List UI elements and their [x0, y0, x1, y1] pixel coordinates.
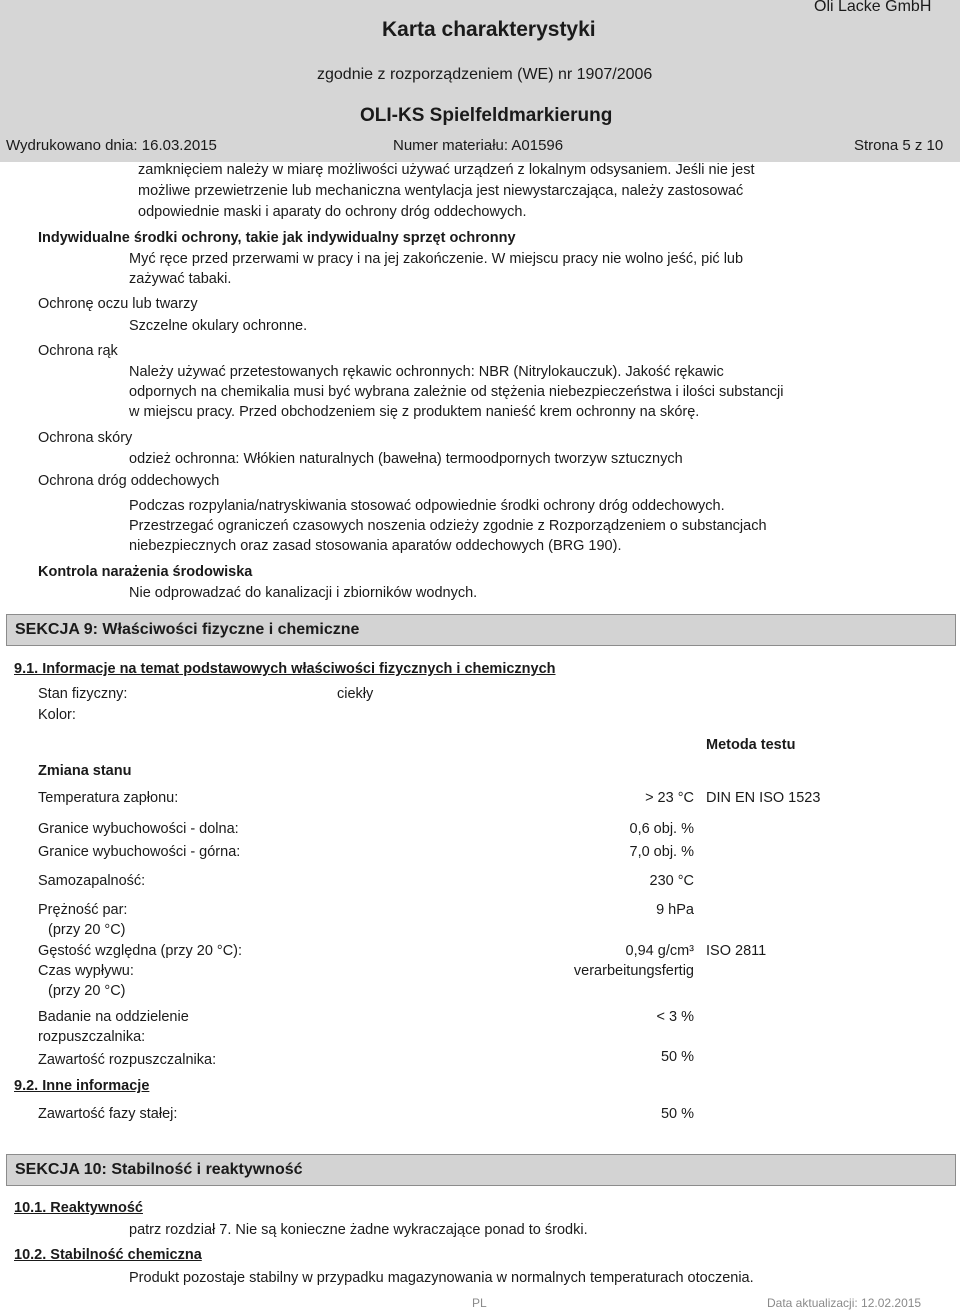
property-label: Zawartość fazy stałej: [38, 1106, 178, 1122]
print-date: Wydrukowano dnia: 16.03.2015 [6, 137, 217, 154]
respiratory-protection-text: Przestrzegać ograniczeń czasowych noszenia odzieży zgodnie z Rozporządzeniem o substancjach [129, 518, 767, 534]
section-10-header [6, 1154, 956, 1186]
property-label: Temperatura zapłonu: [38, 790, 179, 806]
property-value: 0,94 g/cm³ [625, 943, 694, 959]
environment-heading: Kontrola narażenia środowiska [38, 564, 253, 580]
ppe-heading: Indywidualne środki ochrony, takie jak indywidualny sprzęt ochronny [38, 230, 516, 246]
respiratory-protection-text: Podczas rozpylania/natryskiwania stosować odpowiednie środki ochrony dróg oddechowych. [129, 498, 725, 514]
property-value: 7,0 obj. % [629, 844, 694, 860]
method-column-header: Metoda testu [706, 737, 796, 753]
property-value: 0,6 obj. % [629, 821, 694, 837]
hand-protection-text: odpornych na chemikalia musi być wybrana zależnie od stężenia niebezpieczeństwa i ilości substancji [129, 384, 784, 400]
property-value: > 23 °C [645, 790, 694, 806]
property-label: rozpuszczalnika: [38, 1029, 146, 1045]
property-method: ISO 2811 [706, 943, 767, 959]
eye-protection-text: Szczelne okulary ochronne. [129, 318, 308, 334]
state-change-heading: Zmiana stanu [38, 763, 132, 779]
respiratory-protection-heading: Ochrona dróg oddechowych [38, 473, 220, 489]
property-label: (przy 20 °C) [48, 983, 126, 999]
footer-update-date: Data aktualizacji: 12.02.2015 [767, 1296, 922, 1310]
intro-line: odpowiednie maski i aparaty do ochrony dróg oddechowych. [138, 204, 527, 220]
product-name: OLI-KS Spielfeldmarkierung [360, 105, 613, 126]
property-label: Badanie na oddzielenie [38, 1009, 189, 1025]
hand-protection-heading: Ochrona rąk [38, 343, 118, 359]
footer-language: PL [472, 1296, 487, 1310]
stability-text: Produkt pozostaje stabilny w przypadku magazynowania w normalnych temperaturach otoczenia. [129, 1270, 754, 1286]
property-value: 230 °C [649, 873, 694, 889]
property-label: Kolor: [38, 707, 76, 723]
property-label: Granice wybuchowości - dolna: [38, 821, 239, 837]
property-value: ciekły [337, 686, 374, 702]
reactivity-text: patrz rozdział 7. Nie są konieczne żadne wykraczające ponad to środki. [129, 1222, 588, 1238]
property-label: Gęstość względna (przy 20 °C): [38, 943, 243, 959]
skin-protection-text: odzież ochronna: Włókien naturalnych (bawełna) termoodpornych tworzyw sztucznych [129, 451, 683, 467]
property-value: 50 % [660, 1106, 694, 1122]
property-label: Samozapalność: [38, 873, 146, 889]
section-10-title: SEKCJA 10: Stabilność i reaktywność [15, 1161, 303, 1178]
property-label: Granice wybuchowości - górna: [38, 844, 241, 860]
section-9-title: SEKCJA 9: Właściwości fizyczne i chemiczne [15, 621, 360, 638]
regulation-line: zgodnie z rozporządzeniem (WE) nr 1907/2006 [317, 66, 653, 83]
property-label: Czas wypływu: [38, 963, 134, 979]
company-name: Oli Lacke GmbH [814, 0, 932, 15]
property-method: DIN EN ISO 1523 [706, 790, 821, 806]
subsection-10-2: 10.2. Stabilność chemiczna [14, 1247, 202, 1263]
property-label: Zawartość rozpuszczalnika: [38, 1052, 217, 1068]
hand-protection-text: w miejscu pracy. Przed obchodzeniem się z produktem nanieść krem ochronny na skórę. [129, 404, 700, 420]
section-9-header [6, 614, 956, 646]
respiratory-protection-text: niebezpiecznych oraz zasad stosowania aparatów oddechowych (BRG 190). [129, 538, 622, 554]
property-value: < 3 % [656, 1009, 694, 1025]
page-number: Strona 5 z 10 [854, 137, 944, 154]
skin-protection-heading: Ochrona skóry [38, 430, 133, 446]
subsection-9-1: 9.1. Informacje na temat podstawowych właściwości fizycznych i chemicznych [14, 661, 556, 677]
material-number: Numer materiału: A01596 [393, 137, 564, 154]
property-value: verarbeitungsfertig [573, 963, 694, 979]
ppe-text: Myć ręce przed przerwami w pracy i na jej zakończenie. W miejscu pracy nie wolno jeść, pić lub [129, 251, 744, 267]
subsection-10-1: 10.1. Reaktywność [14, 1200, 143, 1216]
property-label: Stan fizyczny: [38, 686, 128, 702]
ppe-text: zażywać tabaki. [129, 271, 232, 287]
subsection-9-2: 9.2. Inne informacje [14, 1078, 150, 1094]
intro-line: możliwe przewietrzenie lub mechaniczna wentylacja jest niewystarczająca, należy zastosować [138, 183, 744, 199]
hand-protection-text: Należy używać przetestowanych rękawic ochronnych: NBR (Nitrylokauczuk). Jakość rękawic [129, 364, 724, 380]
property-value: 50 % [660, 1049, 694, 1065]
intro-line: zamknięciem należy w miarę możliwości używać urządzeń z lokalnym odsysaniem. Jeśli nie jest [138, 162, 755, 178]
property-label: (przy 20 °C) [48, 922, 126, 938]
property-label: Prężność par: [38, 902, 128, 918]
eye-protection-heading: Ochronę oczu lub twarzy [38, 296, 198, 312]
environment-text: Nie odprowadzać do kanalizacji i zbiorników wodnych. [129, 585, 478, 601]
document-title: Karta charakterystyki [382, 18, 596, 41]
property-value: 9 hPa [656, 902, 694, 918]
